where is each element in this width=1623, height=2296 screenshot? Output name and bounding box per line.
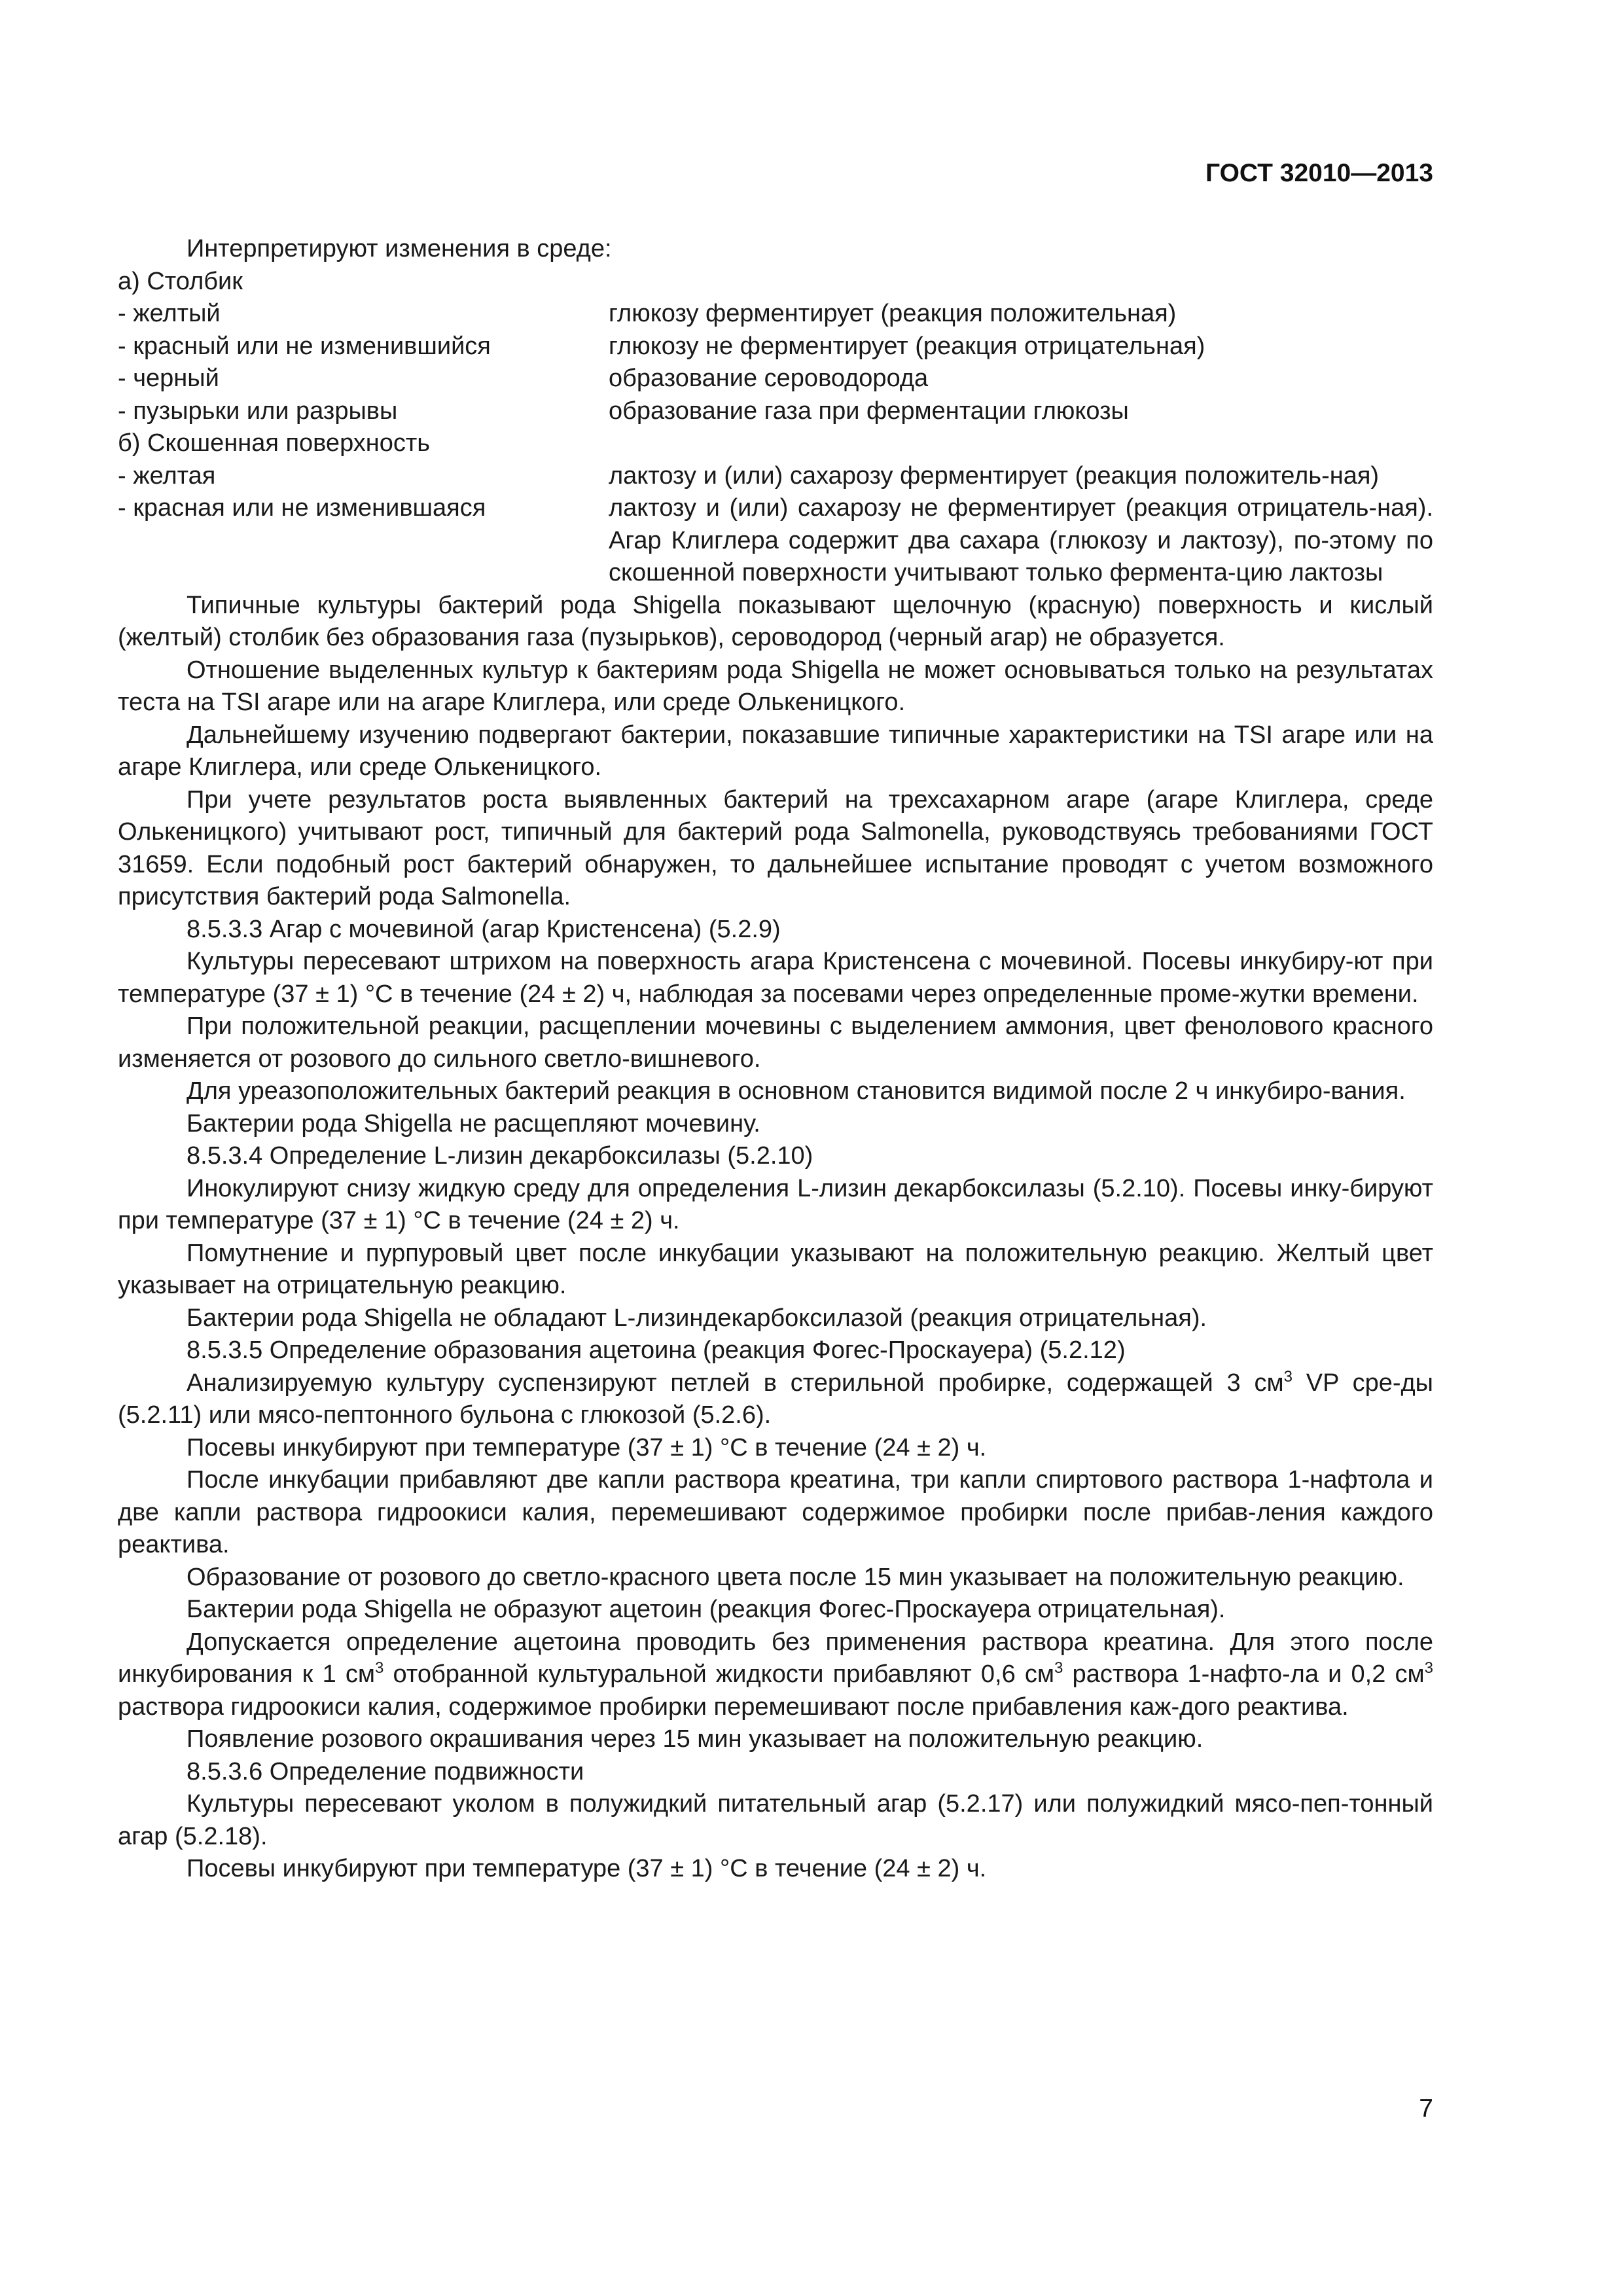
- row-description: образование сероводорода: [609, 365, 929, 392]
- row-term: - желтый: [118, 300, 221, 327]
- page-number: 7: [1419, 2094, 1433, 2123]
- rows-b: [118, 460, 1433, 590]
- section-b-heading: б) Скошенная поверхность: [118, 429, 431, 457]
- section-heading: 8.5.3.3 Агар с мочевиной (агар Кристенсена) (5.2.9): [187, 915, 781, 943]
- text-part: Анализируемую культуру суспензируют петлей в стерильной пробирке, содержащей 3 см: [187, 1369, 1284, 1397]
- intro-line: Интерпретируют изменения в среде:: [187, 235, 612, 262]
- definition-row: [118, 363, 1433, 395]
- definition-row: [118, 395, 1433, 428]
- row-term: - красный или не изменившийся: [118, 332, 491, 360]
- row-description: лактозу и (или) сахарозу ферментирует (реакция положитель-ная): [609, 461, 1380, 490]
- row-term: - красная или не изменившаяся: [118, 494, 486, 522]
- paragraph-creatine: [118, 1626, 1433, 1724]
- section-heading: 8.5.3.6 Определение подвижности: [187, 1757, 584, 1785]
- row-description: глюкозу не ферментирует (реакция отрицательная): [609, 332, 1205, 360]
- text-part: раствора гидроокиси калия, содержимое пробирки перемешивают после прибавления каж-дого реактива.: [118, 1693, 1349, 1721]
- section-heading: 8.5.3.4 Определение L-лизин декарбоксилазы (5.2.10): [187, 1142, 813, 1170]
- text-part: VP сре-ды (5.2.11) или мясо-пептонного бульона с глюкозой (5.2.6).: [118, 1369, 1433, 1429]
- row-description: образование газа при ферментации глюкозы: [609, 397, 1129, 425]
- paragraph: Бактерии рода Shigella не образуют ацетоин (реакция Фогес-Проскауера отрицательная).: [187, 1596, 1226, 1623]
- definition-row: [118, 298, 1433, 331]
- paragraph: При учете результатов роста выявленных бактерий на трехсахарном агаре (агаре Клиглера, среде Олькеницкого) учитывают рост, типичный для бактерий рода Salmonella, руководствуясь требованиями ГОСТ 31659. Если подобный рост бактерий обнаружен, то дальнейшее испытание проводят с учетом возможного присутствия бактерий рода Salmonella.: [118, 785, 1433, 910]
- row-term: - желтая: [118, 461, 216, 490]
- superscript: 3: [1054, 1659, 1063, 1677]
- definition-row: [118, 331, 1433, 363]
- paragraph: Для уреазоположительных бактерий реакция в основном становится видимой после 2 ч инкубиро-вания.: [187, 1077, 1406, 1105]
- definition-row: [118, 492, 1433, 590]
- text-part: Допускается определение ацетоина проводить без применения раствора креатина. Для этого после инкубирования к 1 см: [118, 1628, 1433, 1688]
- section-a-heading: а) Столбик: [118, 267, 243, 295]
- superscript: 3: [1283, 1367, 1293, 1386]
- paragraph: При положительной реакции, расщеплении мочевины с выделением аммония, цвет фенолового красного изменяется от розового до сильного светло-вишневого.: [118, 1013, 1433, 1073]
- section-heading: 8.5.3.5 Определение образования ацетоина (реакция Фогес-Проскауера) (5.2.12): [187, 1336, 1126, 1364]
- text-part: отобранной культуральной жидкости прибавляют 0,6 см: [383, 1660, 1055, 1688]
- paragraph: Отношение выделенных культур к бактериям рода Shigella не может основываться только на результатах теста на TSI агаре или на агаре Клиглера, или среде Олькеницкого.: [118, 656, 1433, 716]
- paragraph: Культуры пересевают штрихом на поверхность агара Кристенсена с мочевиной. Посевы инкубиру-ют при температуре (37 ± 1) °С в течение (24 ± 2) ч, наблюдая за посевами через определенные проме-жутки времени.: [118, 948, 1433, 1008]
- paragraph: Образование от розового до светло-красного цвета после 15 мин указывает на положительную реакцию.: [187, 1563, 1404, 1591]
- superscript: 3: [1424, 1659, 1433, 1677]
- paragraph: Посевы инкубируют при температуре (37 ± 1) °С в течение (24 ± 2) ч.: [187, 1855, 987, 1882]
- row-term: - черный: [118, 365, 219, 392]
- document-id: ГОСТ 32010—2013: [1205, 159, 1433, 187]
- paragraph: Дальнейшему изучению подвергают бактерии, показавшие типичные характеристики на TSI агаре или на агаре Клиглера, или среде Олькеницкого.: [118, 721, 1433, 781]
- row-description: глюкозу ферментирует (реакция положительная): [609, 300, 1177, 327]
- paragraph: Появление розового окрашивания через 15 мин указывает на положительную реакцию.: [187, 1725, 1204, 1753]
- paragraph: Типичные культуры бактерий рода Shigella показывают щелочную (красную) поверхность и кислый (желтый) столбик без образования газа (пузырьков), сероводород (черный агар) не образуется.: [118, 591, 1433, 651]
- paragraph: Помутнение и пурпуровый цвет после инкубации указывают на положительную реакцию. Желтый цвет указывает на отрицательную реакцию.: [118, 1239, 1433, 1299]
- paragraph-vp-medium: [118, 1367, 1433, 1432]
- paragraph: Культуры пересевают уколом в полужидкий питательный агар (5.2.17) или полужидкий мясо-пеп-тонный агар (5.2.18).: [118, 1790, 1433, 1850]
- document-body: [118, 233, 1433, 1886]
- rows-a: [118, 298, 1433, 427]
- superscript: 3: [375, 1659, 384, 1677]
- row-term: - пузырьки или разрывы: [118, 397, 398, 425]
- paragraph: После инкубации прибавляют две капли раствора креатина, три капли спиртового раствора 1-нафтола и две капли раствора гидроокиси калия, перемешивают содержимое пробирки после прибав-ления каждого реактива.: [118, 1466, 1433, 1558]
- paragraph: Посевы инкубируют при температуре (37 ± 1) °С в течение (24 ± 2) ч.: [187, 1433, 987, 1462]
- paragraph: Бактерии рода Shigella не обладают L-лизиндекарбоксилазой (реакция отрицательная).: [187, 1304, 1207, 1332]
- definition-row: [118, 460, 1433, 493]
- text-part: раствора 1-нафто-ла и 0,2 см: [1063, 1660, 1425, 1688]
- paragraph: Инокулируют снизу жидкую среду для определения L-лизин декарбоксилазы (5.2.10). Посевы инку-бируют при температуре (37 ± 1) °С в течение (24 ± 2) ч.: [118, 1174, 1433, 1234]
- paragraph: Бактерии рода Shigella не расщепляют мочевину.: [187, 1109, 760, 1138]
- row-description: лактозу и (или) сахарозу не ферментирует (реакция отрицатель-ная). Агар Клиглера содержит два сахара (глюкозу и лактозу), по-этому по скошенной поверхности учитывают только ферментa-цию лактозы: [609, 494, 1433, 586]
